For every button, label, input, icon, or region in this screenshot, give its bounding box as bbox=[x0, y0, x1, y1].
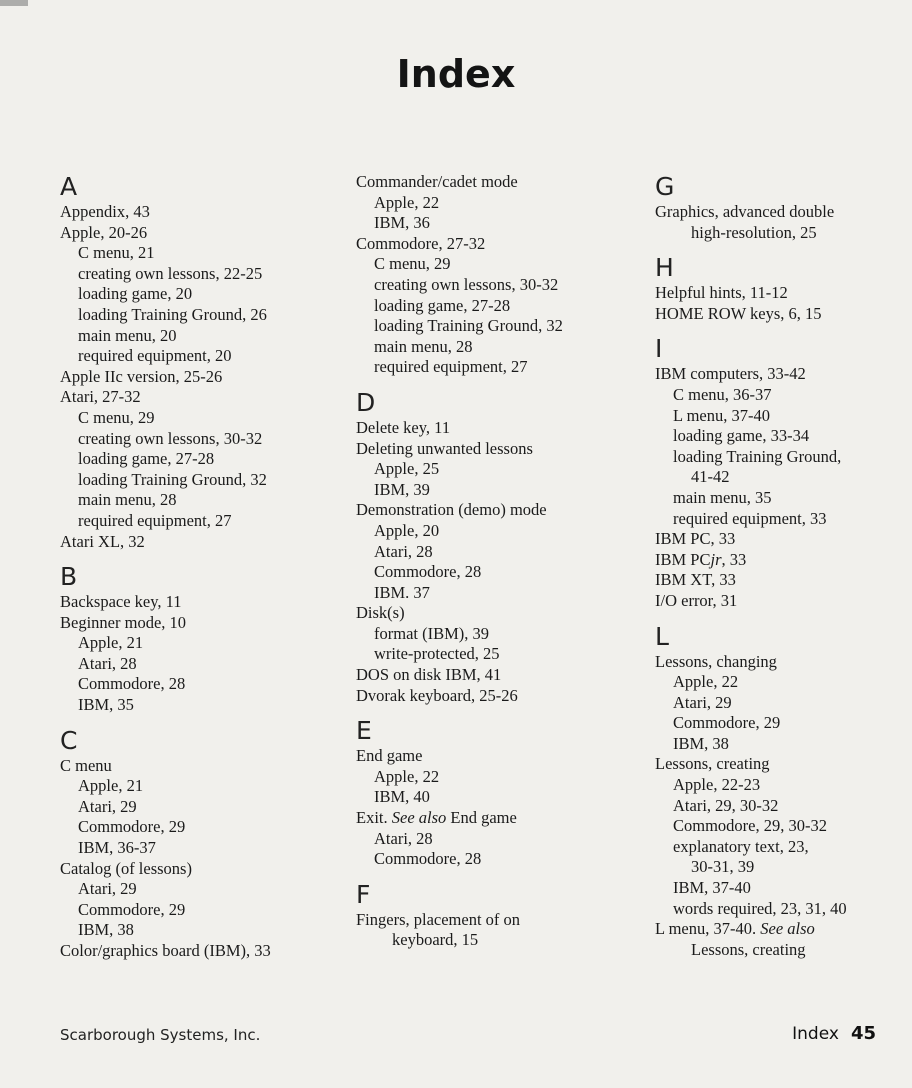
entry-text: Apple, 20-26 bbox=[60, 222, 148, 242]
index-subentry bbox=[60, 920, 350, 941]
index-subentry bbox=[60, 408, 350, 429]
entry-text: main menu, 28 bbox=[78, 490, 177, 510]
index-subentry bbox=[356, 849, 646, 870]
entry-text: Atari, 29, 30-32 bbox=[673, 795, 779, 815]
index-column-3 bbox=[655, 172, 912, 960]
index-entry bbox=[655, 591, 912, 612]
entry-text: Disk(s) bbox=[356, 603, 405, 623]
index-entry bbox=[60, 756, 350, 777]
entry-text: Backspace key, 11 bbox=[60, 592, 182, 612]
entry-text: loading Training Ground, 32 bbox=[78, 469, 267, 489]
index-subentry bbox=[356, 337, 646, 358]
entry-continuation: high-resolution, 25 bbox=[691, 222, 817, 242]
entry-text: Exit. bbox=[356, 808, 388, 828]
entry-text: Apple, 22 bbox=[374, 192, 440, 212]
entry-text: Atari, 29 bbox=[78, 879, 137, 899]
entry-text: IBM, 36-37 bbox=[78, 838, 156, 858]
entry-text: Color/graphics board (IBM), 33 bbox=[60, 941, 271, 960]
index-subentry bbox=[655, 509, 912, 530]
index-subentry bbox=[655, 447, 912, 488]
entry-text: IBM, 38 bbox=[78, 920, 134, 940]
index-subentry bbox=[60, 284, 350, 305]
entry-text: C menu, 36-37 bbox=[673, 384, 772, 404]
index-subentry bbox=[60, 674, 350, 695]
entry-text: IBM. 37 bbox=[374, 582, 430, 602]
index-subentry bbox=[60, 470, 350, 491]
entry-text: Fingers, placement of on bbox=[356, 909, 521, 929]
index-entry bbox=[655, 283, 912, 304]
entry-text: C menu, 29 bbox=[374, 254, 451, 274]
index-subentry bbox=[356, 562, 646, 583]
index-entry bbox=[655, 364, 912, 385]
entry-text: creating own lessons, 30-32 bbox=[78, 428, 263, 448]
entry-text: Dvorak keyboard, 25-26 bbox=[356, 685, 518, 705]
index-subentry bbox=[60, 633, 350, 654]
entry-text: creating own lessons, 22-25 bbox=[78, 263, 263, 283]
index-entry bbox=[60, 532, 350, 553]
page-title: Index bbox=[396, 52, 516, 96]
index-entry bbox=[356, 603, 646, 624]
index-subentry bbox=[60, 346, 350, 367]
index-subentry bbox=[655, 796, 912, 817]
index-subentry bbox=[655, 878, 912, 899]
index-subentry bbox=[356, 254, 646, 275]
entry-italic: See also bbox=[391, 808, 447, 828]
footer-publisher: Scarborough Systems, Inc. bbox=[60, 1026, 261, 1044]
entry-italic: See also bbox=[760, 919, 815, 939]
entry-text: required equipment, 27 bbox=[374, 357, 528, 377]
entry-text: IBM PC, 33 bbox=[655, 529, 736, 549]
index-entry bbox=[356, 665, 646, 686]
entry-text: IBM PC bbox=[655, 549, 711, 569]
index-subentry bbox=[60, 776, 350, 797]
entry-text: Commodore, 28 bbox=[374, 562, 482, 582]
entry-text: Atari, 28 bbox=[78, 653, 137, 673]
entry-text: words required, 23, 31, 40 bbox=[673, 898, 847, 918]
index-subentry bbox=[60, 838, 350, 859]
entry-text: loading Training Ground, bbox=[673, 446, 842, 466]
index-subentry bbox=[356, 542, 646, 563]
index-entry bbox=[655, 304, 912, 325]
index-subentry bbox=[655, 837, 912, 878]
entry-text: IBM, 40 bbox=[374, 787, 430, 807]
entry-text: loading game, 27-28 bbox=[78, 449, 215, 469]
index-subentry bbox=[60, 490, 350, 511]
index-entry bbox=[655, 570, 912, 591]
index-subentry bbox=[655, 406, 912, 427]
index-subentry bbox=[356, 624, 646, 645]
entry-text: main menu, 35 bbox=[673, 487, 772, 507]
index-entry bbox=[655, 754, 912, 775]
entry-text: Commodore, 29, 30-32 bbox=[673, 816, 827, 836]
index-subentry bbox=[655, 426, 912, 447]
entry-text: Apple, 25 bbox=[374, 459, 440, 479]
index-subentry bbox=[60, 449, 350, 470]
footer-section: Index bbox=[792, 1024, 839, 1044]
index-subentry bbox=[356, 213, 646, 234]
index-subentry bbox=[60, 900, 350, 921]
index-subentry bbox=[655, 385, 912, 406]
index-entry bbox=[60, 367, 350, 388]
entry-text: main menu, 28 bbox=[374, 336, 473, 356]
entry-text: Commodore, 27-32 bbox=[356, 233, 486, 253]
entry-text: Lessons, creating bbox=[655, 754, 770, 774]
section-letter: H bbox=[655, 253, 674, 283]
entry-text: loading game, 27-28 bbox=[374, 295, 511, 315]
index-subentry bbox=[356, 275, 646, 296]
entry-text: Atari, 28 bbox=[374, 828, 433, 848]
index-entry bbox=[356, 439, 646, 460]
index-entry bbox=[356, 808, 646, 829]
entry-text: DOS on disk IBM, 41 bbox=[356, 665, 502, 685]
entry-text: IBM, 38 bbox=[673, 733, 729, 753]
entry-text: required equipment, 27 bbox=[78, 510, 232, 530]
index-entry bbox=[60, 592, 350, 613]
entry-text: I/O error, 31 bbox=[655, 590, 738, 610]
entry-text: Commodore, 28 bbox=[78, 674, 186, 694]
entry-text: Atari XL, 32 bbox=[60, 531, 145, 551]
entry-text: Apple, 20 bbox=[374, 520, 440, 540]
entry-text: write-protected, 25 bbox=[374, 644, 500, 664]
entry-text: C menu, 29 bbox=[78, 407, 155, 427]
entry-text: IBM, 36 bbox=[374, 213, 430, 233]
index-subentry bbox=[60, 817, 350, 838]
index-entry bbox=[356, 686, 646, 707]
entry-text: Helpful hints, 11-12 bbox=[655, 283, 788, 303]
entry-continuation: Lessons, creating bbox=[691, 939, 806, 959]
section-letter: G bbox=[655, 172, 675, 201]
index-subentry bbox=[655, 816, 912, 837]
entry-text: Apple IIc version, 25-26 bbox=[60, 366, 223, 386]
entry-text: Delete key, 11 bbox=[356, 417, 451, 437]
entry-text: C menu, 21 bbox=[78, 243, 155, 263]
index-subentry bbox=[60, 429, 350, 450]
index-subentry bbox=[655, 488, 912, 509]
entry-text: Atari, 29 bbox=[673, 692, 732, 712]
index-entry bbox=[356, 172, 646, 193]
index-subentry bbox=[356, 480, 646, 501]
entry-text: Appendix, 43 bbox=[60, 202, 150, 221]
entry-text: Atari, 28 bbox=[374, 541, 433, 561]
entry-text: IBM, 39 bbox=[374, 479, 430, 499]
section-letter: F bbox=[356, 879, 371, 909]
entry-text: Commodore, 29 bbox=[78, 899, 186, 919]
entry-text: creating own lessons, 30-32 bbox=[374, 274, 559, 294]
index-subentry bbox=[60, 695, 350, 716]
entry-text: Atari, 27-32 bbox=[60, 387, 141, 407]
index-entry bbox=[655, 550, 912, 571]
index-subentry bbox=[356, 316, 646, 337]
index-subentry bbox=[356, 521, 646, 542]
index-subentry bbox=[356, 357, 646, 378]
index-entry bbox=[60, 941, 350, 962]
entry-text: loading Training Ground, 32 bbox=[374, 316, 563, 336]
entry-text: Catalog (of lessons) bbox=[60, 858, 192, 878]
index-subentry bbox=[60, 264, 350, 285]
entry-text: Deleting unwanted lessons bbox=[356, 438, 533, 458]
section-letter: A bbox=[60, 172, 78, 201]
section-letter: B bbox=[60, 562, 78, 592]
index-entry bbox=[356, 418, 646, 439]
index-entry bbox=[356, 500, 646, 521]
index-subentry bbox=[356, 829, 646, 850]
entry-text: explanatory text, 23, bbox=[673, 836, 809, 856]
entry-text: C menu bbox=[60, 755, 112, 775]
entry-text: Apple, 22 bbox=[374, 766, 440, 786]
entry-continuation: keyboard, 15 bbox=[392, 930, 479, 950]
index-entry bbox=[655, 202, 912, 243]
index-subentry bbox=[356, 767, 646, 788]
entry-text: Graphics, advanced double bbox=[655, 202, 835, 221]
entry-text: Commodore, 28 bbox=[374, 849, 482, 869]
index-subentry bbox=[60, 797, 350, 818]
index-subentry bbox=[60, 879, 350, 900]
index-entry bbox=[356, 910, 646, 951]
index-entry bbox=[60, 387, 350, 408]
index-subentry bbox=[655, 899, 912, 920]
entry-text: Apple, 22 bbox=[673, 672, 739, 692]
index-entry bbox=[655, 919, 912, 960]
index-subentry bbox=[655, 775, 912, 796]
section-letter: D bbox=[356, 387, 376, 417]
entry-text-rest: End game bbox=[450, 808, 517, 828]
index-subentry bbox=[60, 511, 350, 532]
entry-text: Commodore, 29 bbox=[78, 817, 186, 837]
section-letter: I bbox=[655, 334, 663, 364]
section-letter: E bbox=[356, 716, 372, 746]
index-column-1 bbox=[60, 172, 350, 962]
index-entry bbox=[655, 652, 912, 673]
entry-text: IBM, 35 bbox=[78, 695, 134, 715]
entry-italic: jr bbox=[710, 549, 722, 569]
footer-page-info bbox=[792, 1023, 876, 1044]
entry-text: Beginner mode, 10 bbox=[60, 612, 187, 632]
index-subentry bbox=[655, 693, 912, 714]
page-edge-shadow bbox=[0, 0, 28, 6]
index-subentry bbox=[356, 459, 646, 480]
index-subentry bbox=[60, 326, 350, 347]
entry-continuation: 30-31, 39 bbox=[691, 857, 755, 877]
index-column-2 bbox=[356, 172, 646, 951]
entry-text: Commodore, 29 bbox=[673, 713, 781, 733]
entry-text: Apple, 22-23 bbox=[673, 775, 761, 795]
index-subentry bbox=[655, 734, 912, 755]
entry-text: L menu, 37-40 bbox=[673, 405, 770, 425]
index-entry bbox=[60, 859, 350, 880]
index-subentry bbox=[655, 713, 912, 734]
entry-text: Demonstration (demo) mode bbox=[356, 500, 547, 520]
entry-text-rest: , 33 bbox=[721, 549, 747, 569]
entry-text: IBM XT, 33 bbox=[655, 570, 736, 590]
index-subentry bbox=[356, 787, 646, 808]
index-subentry bbox=[356, 644, 646, 665]
index-subentry bbox=[356, 193, 646, 214]
index-entry bbox=[356, 746, 646, 767]
index-subentry bbox=[655, 672, 912, 693]
entry-text: loading game, 33-34 bbox=[673, 426, 810, 446]
entry-text: End game bbox=[356, 746, 423, 766]
entry-text: loading Training Ground, 26 bbox=[78, 304, 267, 324]
index-entry bbox=[60, 223, 350, 244]
index-subentry bbox=[60, 243, 350, 264]
entry-text: Commander/cadet mode bbox=[356, 172, 518, 191]
section-letter: C bbox=[60, 725, 78, 755]
entry-text: Apple, 21 bbox=[78, 776, 144, 796]
entry-text: required equipment, 33 bbox=[673, 508, 827, 528]
page-number: 45 bbox=[850, 1023, 876, 1044]
index-entry bbox=[655, 529, 912, 550]
index-entry bbox=[356, 234, 646, 255]
index-entry bbox=[60, 202, 350, 223]
entry-text: required equipment, 20 bbox=[78, 346, 232, 366]
entry-text: Apple, 21 bbox=[78, 633, 144, 653]
index-subentry bbox=[60, 654, 350, 675]
entry-continuation: 41-42 bbox=[691, 467, 730, 487]
index-subentry bbox=[356, 583, 646, 604]
entry-text: HOME ROW keys, 6, 15 bbox=[655, 303, 822, 323]
entry-text: main menu, 20 bbox=[78, 325, 177, 345]
entry-text: format (IBM), 39 bbox=[374, 623, 490, 643]
section-letter: L bbox=[655, 621, 669, 651]
entry-text: IBM, 37-40 bbox=[673, 878, 751, 898]
entry-text: Lessons, changing bbox=[655, 651, 777, 671]
index-entry bbox=[60, 613, 350, 634]
entry-text: IBM computers, 33-42 bbox=[655, 364, 806, 384]
index-subentry bbox=[356, 296, 646, 317]
entry-text: L menu, 37-40. bbox=[655, 919, 757, 939]
entry-text: Atari, 29 bbox=[78, 796, 137, 816]
index-subentry bbox=[60, 305, 350, 326]
entry-text: loading game, 20 bbox=[78, 284, 193, 304]
